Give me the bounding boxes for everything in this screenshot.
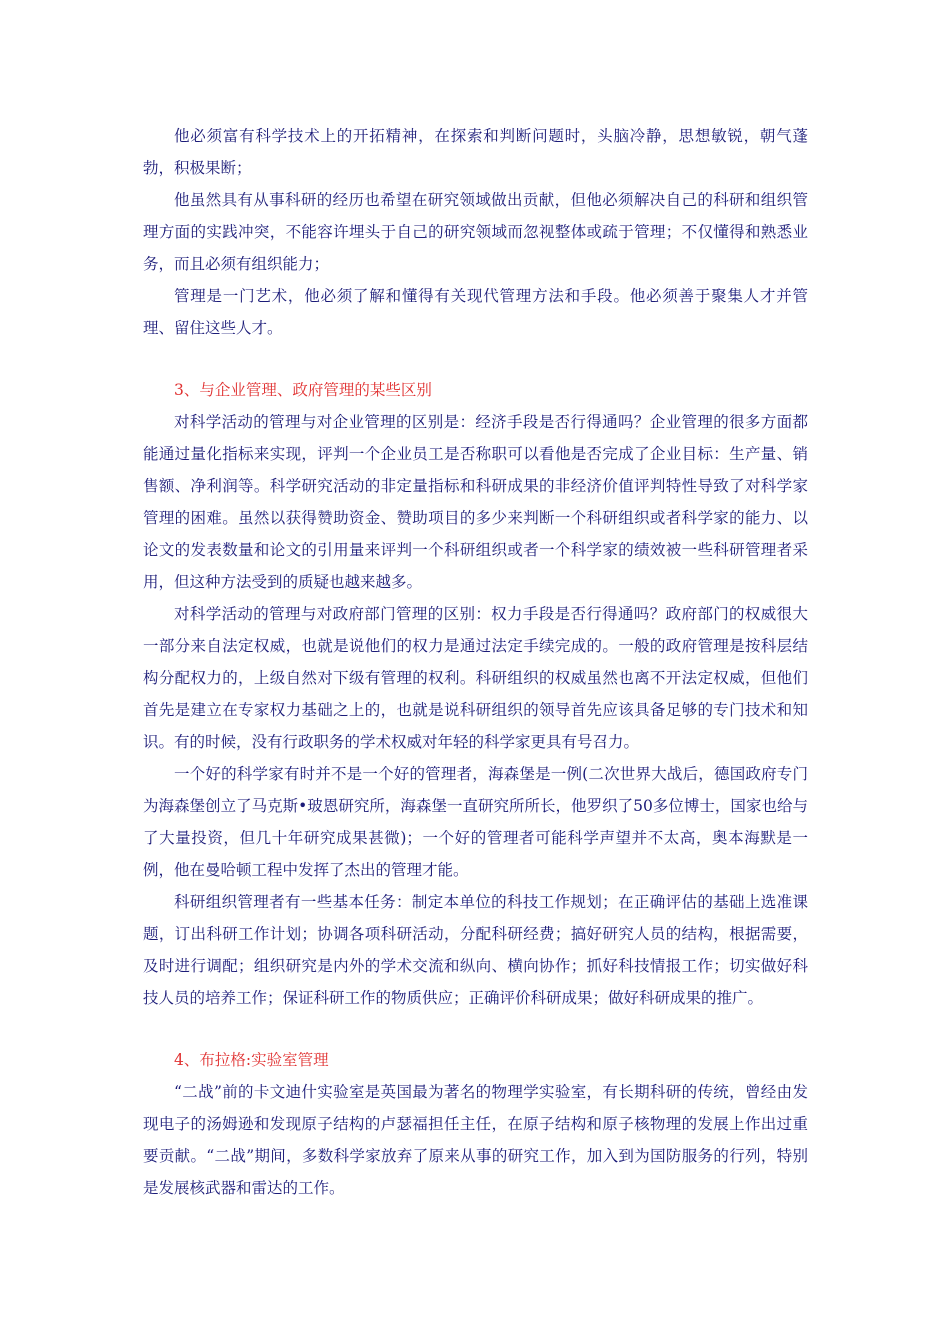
section-heading: 4、布拉格:实验室管理 [174,1051,329,1069]
document-page [143,120,808,1204]
paragraph: 科研组织管理者有一些基本任务：制定本单位的科技工作规划；在正确评估的基础上选准课题，订出科研工作计划；协调各项科研活动，分配科研经费；搞好研究人员的结构，根据需要，及时进行调配；组织研究是内外的学术交流和纵向、横向协作；抓好科技情报工作；切实做好科技人员的培养工作；保证科研工作的物质供应；正确评价科研成果；做好科研成果的推广。 [143,893,808,1007]
paragraph: 他必须富有科学技术上的开拓精神，在探索和判断问题时，头脑冷静，思想敏锐，朝气蓬勃，积极果断； [143,127,808,177]
section-4 [143,1044,808,1204]
paragraph: 对科学活动的管理与对政府部门管理的区别：权力手段是否行得通吗？政府部门的权威很大一部分来自法定权威，也就是说他们的权力是通过法定手续完成的。一般的政府管理是按科层结构分配权力的，上级自然对下级有管理的权利。科研组织的权威虽然也离不开法定权威，但他们首先是建立在专家权力基础之上的，也就是说科研组织的领导首先应该具备足够的专门技术和知识。有的时候，没有行政职务的学术权威对年轻的科学家更具有号召力。 [143,605,808,751]
section-3 [143,374,808,1014]
spacer [143,344,808,374]
paragraph: 他虽然具有从事科研的经历也希望在研究领域做出贡献，但他必须解决自己的科研和组织管理方面的实践冲突，不能容许埋头于自己的研究领域而忽视整体或疏于管理；不仅懂得和熟悉业务，而且必须有组织能力； [143,191,808,273]
paragraph: “二战”前的卡文迪什实验室是英国最为著名的物理学实验室，有长期科研的传统，曾经由发现电子的汤姆逊和发现原子结构的卢瑟福担任主任，在原子结构和原子核物理的发展上作出过重要贡献。“二战”期间，多数科学家放弃了原来从事的研究工作，加入到为国防服务的行列，特别是发展核武器和雷达的工作。 [143,1083,808,1197]
section-heading: 3、与企业管理、政府管理的某些区别 [174,381,432,399]
spacer [143,1014,808,1044]
paragraph: 一个好的科学家有时并不是一个好的管理者，海森堡是一例(二次世界大战后，德国政府专门为海森堡创立了马克斯•玻恩研究所，海森堡一直研究所所长，他罗织了50多位博士，国家也给与了大量投资，但几十年研究成果甚微)；一个好的管理者可能科学声望并不太高，奥本海默是一例，他在曼哈顿工程中发挥了杰出的管理才能。 [143,765,808,879]
section-leader-qualities [143,120,808,344]
paragraph: 对科学活动的管理与对企业管理的区别是：经济手段是否行得通吗？企业管理的很多方面都能通过量化指标来实现，评判一个企业员工是否称职可以看他是否完成了企业目标：生产量、销售额、净利润等。科学研究活动的非定量指标和科研成果的非经济价值评判特性导致了对科学家管理的困难。虽然以获得赞助资金、赞助项目的多少来判断一个科研组织或者科学家的能力、以论文的发表数量和论文的引用量来评判一个科研组织或者一个科学家的绩效被一些科研管理者采用，但这种方法受到的质疑也越来越多。 [143,413,808,591]
paragraph: 管理是一门艺术，他必须了解和懂得有关现代管理方法和手段。他必须善于聚集人才并管理、留住这些人才。 [143,287,808,337]
